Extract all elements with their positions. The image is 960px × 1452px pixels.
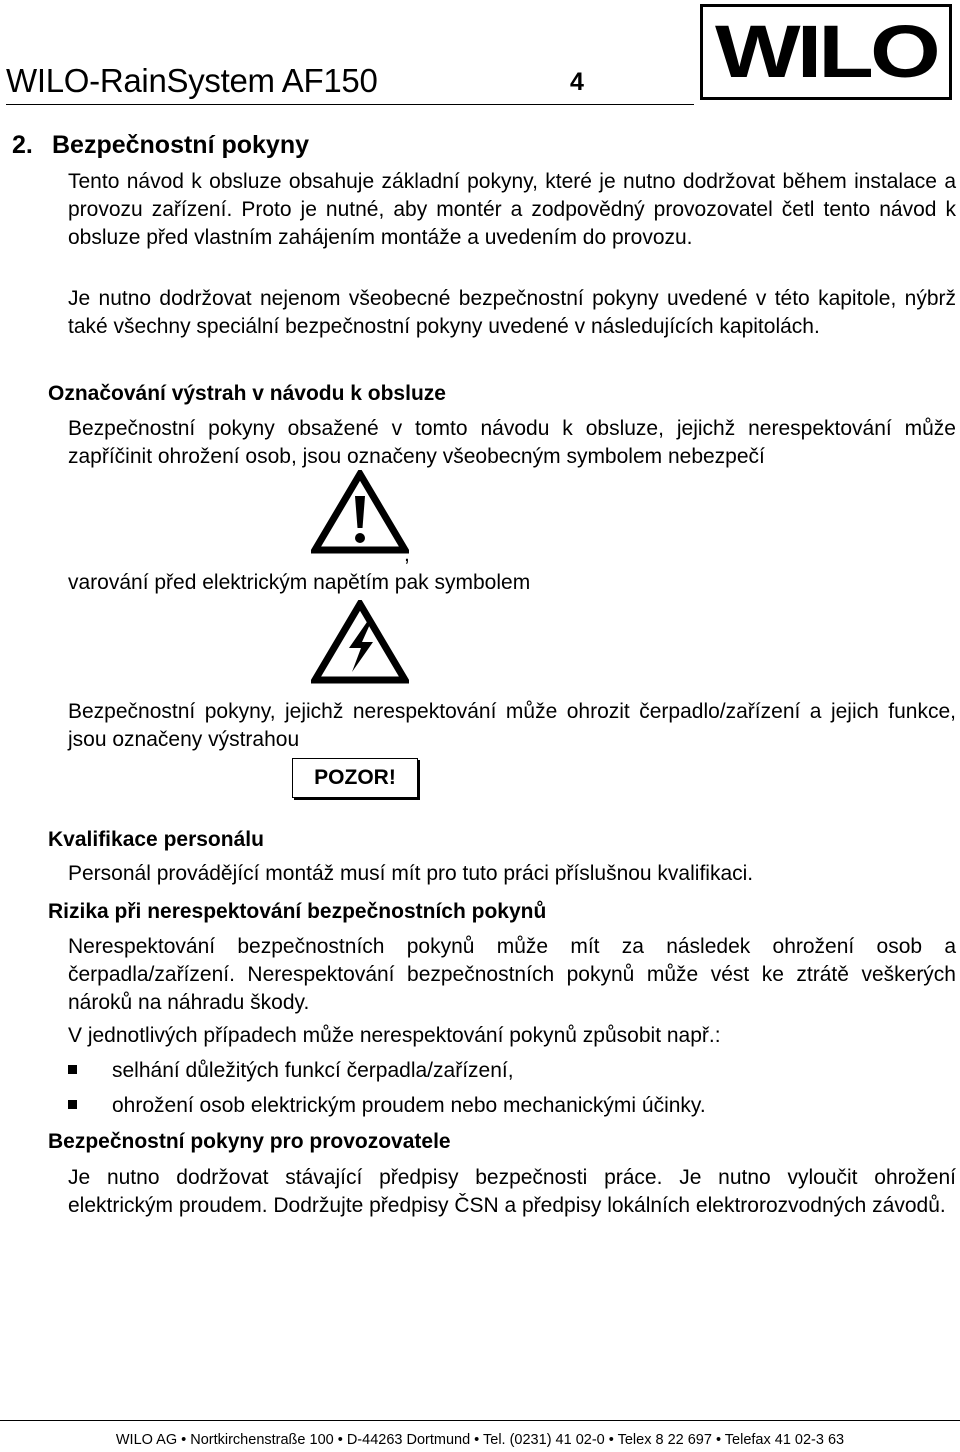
warnings-paragraph-3: Bezpečnostní pokyny, jejichž nerespektování může ohrozit čerpadlo/zařízení a jejich funkce, jsou označeny výstrahou	[68, 700, 956, 751]
operator-heading: Bezpečnostní pokyny pro provozovatele	[48, 1130, 451, 1153]
section-title: Bezpečnostní pokyny	[52, 131, 309, 159]
warnings-heading: Označování výstrah v návodu k obsluze	[48, 382, 446, 405]
qualification-heading: Kvalifikace personálu	[48, 828, 264, 851]
comma-mark: ,	[404, 543, 410, 566]
electric-voltage-icon	[311, 600, 409, 684]
risks-heading: Rizika při nerespektování bezpečnostních pokynů	[48, 900, 547, 923]
intro-paragraph-2: Je nutno dodržovat nejenom všeobecné bezpečnostní pokyny uvedené v této kapitole, nýbrž také všechny speciální bezpečnostní pokyny uvedené v následujících kapitolách.	[68, 287, 956, 338]
list-item-text: ohrožení osob elektrickým proudem nebo mechanickými účinky.	[112, 1094, 706, 1117]
risks-bullet-list	[68, 1057, 956, 1127]
warnings-paragraph-2: varování před elektrickým napětím pak symbolem	[68, 571, 531, 594]
risks-paragraph-2: V jednotlivých případech může nerespektování pokynů způsobit např.:	[68, 1024, 721, 1047]
bullet-square-icon	[68, 1065, 77, 1074]
list-item	[68, 1057, 956, 1092]
general-danger-icon	[311, 470, 409, 554]
section-heading	[12, 131, 309, 160]
period-mark: .	[404, 664, 410, 687]
page-number: 4	[570, 68, 584, 96]
list-item	[68, 1092, 956, 1127]
pozor-warning-label: POZOR!	[292, 758, 418, 798]
wilo-logo	[700, 4, 952, 100]
header-divider	[6, 104, 694, 105]
bullet-square-icon	[68, 1100, 77, 1109]
risks-paragraph-1: Nerespektování bezpečnostních pokynů může mít za následek ohrožení osob a čerpadla/zařízení. Nerespektování bezpečnostních pokynů může vést ke ztrátě veškerých nároků na náhradu škody.	[68, 935, 956, 1014]
operator-paragraph: Je nutno dodržovat stávající předpisy bezpečnosti práce. Je nutno vyloučit ohrožení elektrickým proudem. Dodržujte předpisy ČSN a předpisy lokálních elektrorozvodných závodů.	[68, 1166, 956, 1217]
document-title: WILO-RainSystem AF150	[6, 62, 378, 99]
section-number: 2.	[12, 131, 33, 159]
intro-paragraph-1: Tento návod k obsluze obsahuje základní pokyny, které je nutno dodržovat během instalace a provozu zařízení. Proto je nutné, aby montér a zodpovědný provozovatel četl tento návod k obsluze před vlastním zahájením montáže a uvedením do provozu.	[68, 170, 956, 249]
footer-address: WILO AG • Nortkirchenstraße 100 • D-44263 Dortmund • Tel. (0231) 41 02-0 • Telex 8 22 697 • Telefax 41 02-3 63	[115, 1432, 845, 1448]
wilo-logo-mark	[710, 17, 942, 87]
list-item-text: selhání důležitých funkcí čerpadla/zařízení,	[112, 1059, 514, 1082]
qualification-paragraph: Personál provádějící montáž musí mít pro tuto práci příslušnou kvalifikaci.	[68, 862, 754, 885]
logo-lettering: WILO	[715, 17, 938, 87]
footer-divider	[0, 1420, 960, 1421]
warnings-paragraph-1: Bezpečnostní pokyny obsažené v tomto návodu k obsluze, jejichž nerespektování může zapříčinit ohrožení osob, jsou označeny všeobecným symbolem nebezpečí	[68, 417, 956, 468]
